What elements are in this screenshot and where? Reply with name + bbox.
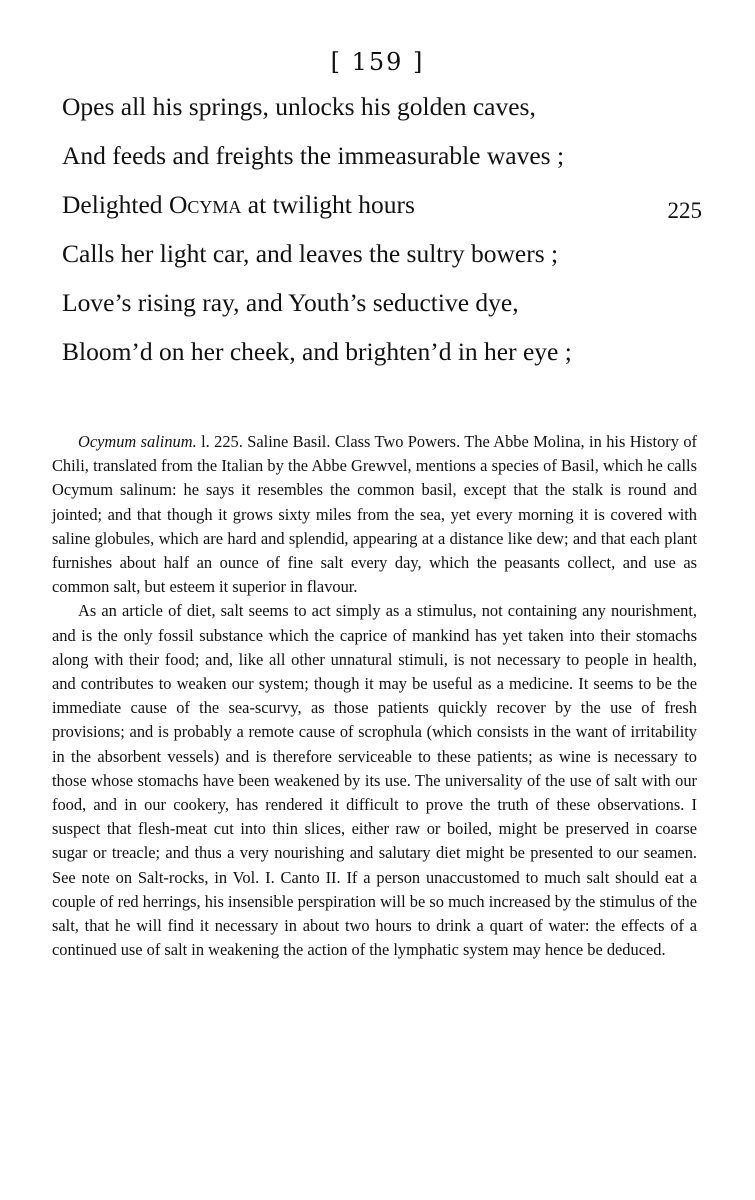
verse-line-5 — [62, 278, 702, 327]
verse-line-text-pre: Delighted — [62, 190, 169, 219]
verse-line-text: Calls her light car, and leaves the sultry bowers ; — [62, 239, 559, 268]
verse-line-text: Bloom’d on her cheek, and brighten’d in her eye ; — [62, 337, 572, 366]
verse-line-text: Love’s rising ray, and Youth’s seductive dye, — [62, 288, 519, 317]
footnotes — [52, 430, 697, 962]
page-number: [ 159 ] — [330, 48, 425, 76]
note-paragraph-2: As an article of diet, salt seems to act simply as a stimulus, not containing any nourishment, and is the only fossil substance which the caprice of mankind has yet taken into their stomachs along with their food; and, like all other unnatural stimuli, is not necessary to people in health, and contributes to weaken our system; though it may be useful as a medicine. It seems to be the immediate cause of the sea-scurvy, as those patients quickly recover by the use of fresh provisions; and is probably a remote cause of scrophula (which consists in the want of irritability in the absorbent vessels) and is therefore serviceable to these patients; as wine is necessary to those whose stomachs have been weakened by its use. The universality of the use of salt with our food, and in our cookery, has rendered it difficult to prove the truth of these observations. I suspect that flesh-meat cut into thin slices, either raw or boiled, might be preserved in coarse sugar or treacle; and thus a very nourishing and salutary diet might be presented to our seamen. See note on Salt-rocks, in Vol. I. Canto II. If a person unaccustomed to much salt should eat a couple of red herrings, his insensible perspiration will be so much increased by the stimulus of the salt, that he will find it necessary in about two hours to drink a quart of water: the effects of a continued use of salt in weakening the action of the lymphatic system may hence be deduced. — [52, 601, 697, 960]
note-species-name: Ocymum salinum. — [78, 432, 197, 451]
verse-line-1 — [62, 82, 702, 131]
verse-line-text-post: at twilight hours — [241, 190, 415, 219]
verse-line-3 — [62, 180, 702, 229]
verse-line-6 — [62, 327, 702, 376]
verse-block — [62, 82, 702, 376]
verse-line-text: Opes all his springs, unlocks his golden caves, — [62, 92, 536, 121]
note-paragraph-1 — [52, 430, 697, 599]
line-number: 225 — [667, 198, 702, 223]
verse-line-2 — [62, 131, 702, 180]
verse-line-4 — [62, 229, 702, 278]
verse-line-text: And feeds and freights the immeasurable waves ; — [62, 141, 565, 170]
note-paragraph-1-text: l. 225. Saline Basil. Class Two Powers. The Abbe Molina, in his History of Chili, translated from the Italian by the Abbe Grewvel, mentions a species of Basil, which he calls Ocymum salinum: he says it resembles the common basil, except that the stalk is round and jointed; and that though it grows sixty miles from the sea, yet every morning it is covered with saline globules, which are hard and splendid, appearing at a distance like dew; and that each plant furnishes about half an ounce of fine salt every day, which the peasants collect, and use as common salt, but esteem it superior in flavour. — [52, 432, 697, 597]
verse-name-ocyma: Ocyma — [168, 190, 242, 219]
